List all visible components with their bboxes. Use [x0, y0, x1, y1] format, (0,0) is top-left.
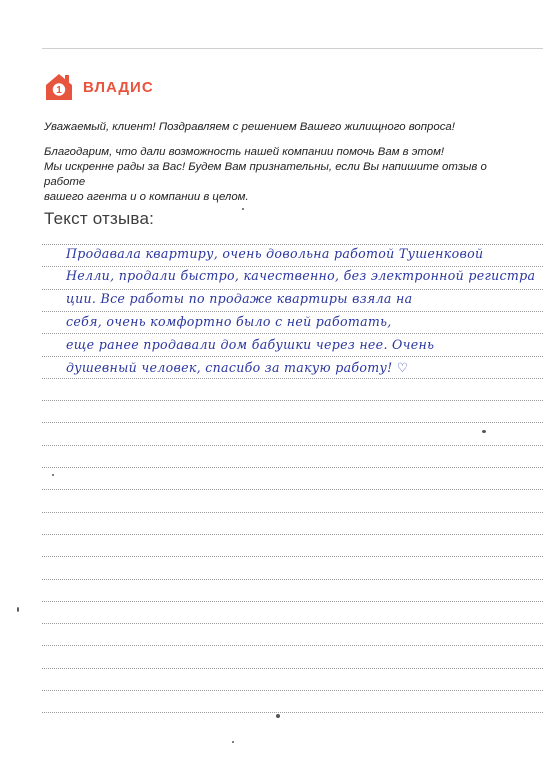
- top-divider: [42, 48, 543, 49]
- handwritten-line: Нелли, продали быстро, качественно, без электронной регистра: [66, 268, 536, 283]
- ruled-line: [42, 422, 543, 423]
- ruled-line: [42, 645, 543, 646]
- ruled-line: [42, 445, 543, 446]
- intro-text: [44, 120, 524, 205]
- handwritten-line: Продавала квартиру, очень довольна работой Тушенковой: [66, 246, 484, 261]
- ruled-line: [42, 356, 543, 357]
- handwritten-line: себя, очень комфортно было с ней работать,: [66, 314, 392, 329]
- ruled-line: [42, 489, 543, 490]
- ruled-line: [42, 534, 543, 535]
- handwritten-line: ции. Все работы по продаже квартиры взяла на: [66, 291, 413, 306]
- ruled-line: [42, 512, 543, 513]
- handwritten-line: душевный человек, спасибо за такую работу! ♡: [66, 360, 409, 375]
- ruled-line: [42, 244, 543, 245]
- ruled-line: [42, 333, 543, 334]
- ruled-line: [42, 579, 543, 580]
- ruled-line: [42, 400, 543, 401]
- greeting-text: Уважаемый, клиент! Поздравляем с решением Вашего жилищного вопроса!: [44, 121, 455, 133]
- ruled-line: [42, 690, 543, 691]
- ruled-line: [42, 467, 543, 468]
- brand-name: ВЛАДИС: [83, 78, 154, 96]
- ruled-line: [42, 289, 543, 290]
- thanks-text-line-1: Благодарим, что дали возможность нашей компании помочь Вам в этом!: [44, 146, 445, 158]
- logo-digit: 1: [56, 85, 62, 97]
- handwritten-line: еще ранее продавали дом бабушки через нее. Очень: [66, 337, 435, 352]
- house-icon: [44, 72, 74, 102]
- brand-logo: [44, 72, 154, 102]
- ruled-line: [42, 556, 543, 557]
- ruled-line: [42, 311, 543, 312]
- review-heading: Текст отзыва:: [44, 209, 155, 228]
- ruled-line: [42, 378, 543, 379]
- ruled-line: [42, 623, 543, 624]
- ruled-line: [42, 712, 543, 713]
- thanks-text-line-2: Мы искренне рады за Вас! Будем Вам признательны, если Вы напишите отзыв о работе: [44, 161, 487, 188]
- thanks-text-line-3: вашего агента и о компании в целом.: [44, 191, 249, 203]
- ruled-line: [42, 668, 543, 669]
- ruled-line: [42, 601, 543, 602]
